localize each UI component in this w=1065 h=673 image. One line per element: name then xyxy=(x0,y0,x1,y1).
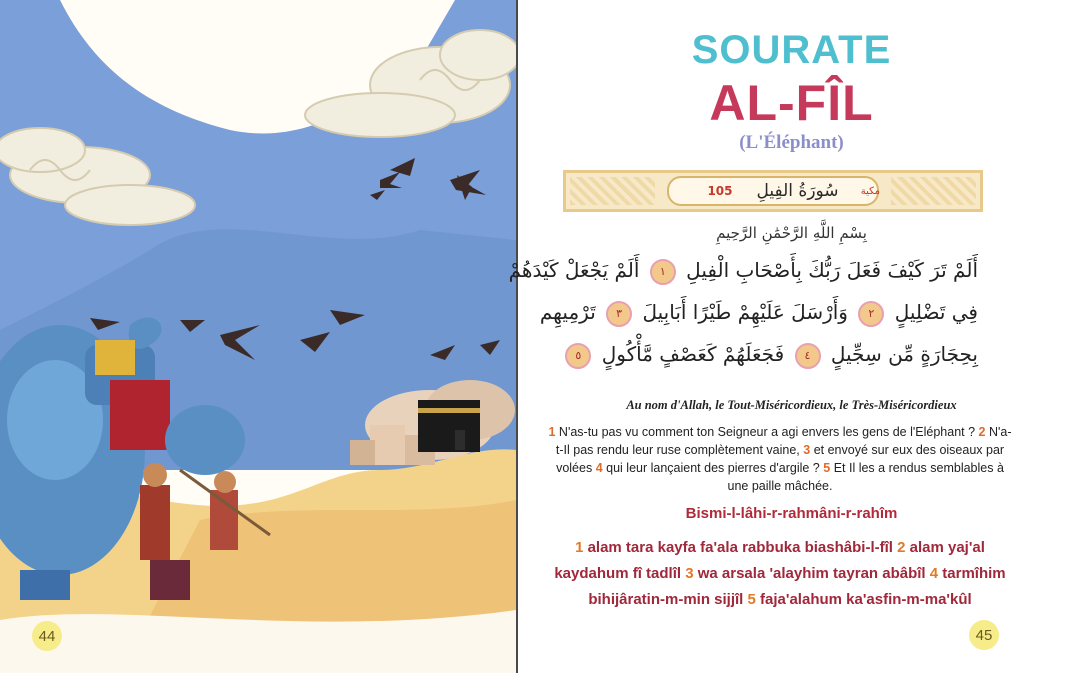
verse-text: qui leur lançaient des pierres d'argile ? xyxy=(606,461,820,475)
arabic-segment: أَلَمْ يَجْعَلْ كَيْدَهُمْ xyxy=(508,258,640,282)
arabic-segment: بِحِجَارَةٍ مِّن سِجِّيلٍ xyxy=(830,342,978,366)
translit-verse: faja'alahum ka'asfin-m-ma'kûl xyxy=(760,591,972,608)
sura-name-arabic: سُورَةُ الفِيلِ xyxy=(756,181,839,201)
french-heading: Au nom d'Allah, le Tout-Miséricordieux, le Très-Miséricordieux xyxy=(626,398,957,412)
translit-verse: wa arsala 'alayhim tayran abâbîl xyxy=(697,565,926,582)
title-sourate: SOURATE xyxy=(691,28,892,72)
revelation-label: مكية xyxy=(860,185,880,197)
arabic-line-3 xyxy=(575,342,978,369)
verse-number: 5 xyxy=(823,461,831,475)
title-elephant: (L'Éléphant) xyxy=(739,132,844,153)
right-page xyxy=(508,0,1065,673)
page-number-left: 44 xyxy=(32,621,62,651)
verse-number: 2 xyxy=(897,539,906,556)
arabic-segment: فَجَعَلَهُمْ كَعَصْفٍ مَّأْكُولٍ xyxy=(601,342,785,366)
left-page xyxy=(0,0,516,673)
sura-header-band xyxy=(563,170,983,212)
verse-number: 5 xyxy=(747,591,756,608)
translit-verse: alam tara kayfa fa'ala rabbuka biashâbi-l-fîl xyxy=(587,539,893,556)
ayah-marker: ٥ xyxy=(565,343,591,369)
verse-text: Et Il les a rendus semblables à une paille mâchée. xyxy=(727,461,1004,493)
transliteration-title: Bismi-l-lâhi-r-rahmâni-r-rahîm xyxy=(685,505,898,522)
transliteration xyxy=(543,535,1017,613)
sura-header-label xyxy=(667,176,878,206)
ayah-marker: ٤ xyxy=(795,343,821,369)
ayah-marker: ٢ xyxy=(858,301,884,327)
verse-number: 3 xyxy=(685,565,694,582)
bismillah-arabic: بِسْمِ اللَّهِ الرَّحْمَٰنِ الرَّحِيمِ xyxy=(716,224,867,242)
french-translation xyxy=(548,423,1012,495)
verse-number: 1 xyxy=(548,425,556,439)
title-al-fil: AL-FÎL xyxy=(709,75,874,131)
arabic-segment: تَرْمِيهِم xyxy=(539,300,596,324)
arabic-segment: أَلَمْ تَرَ كَيْفَ فَعَلَ رَبُّكَ بِأَصْحَابِ الْفِيلِ xyxy=(686,258,978,282)
ayah-marker: ١ xyxy=(650,259,676,285)
arabic-segment: فِي تَضْلِيلٍ xyxy=(894,300,978,324)
arabic-line-1 xyxy=(508,258,978,285)
sura-number: 105 xyxy=(707,184,733,198)
ornament-left xyxy=(570,177,655,205)
verse-text: N'as-tu pas vu comment ton Seigneur a agi envers les gens de l'Eléphant ? xyxy=(558,425,976,439)
verse-number: 1 xyxy=(575,539,584,556)
verse-number: 4 xyxy=(595,461,603,475)
verse-number: 2 xyxy=(978,425,986,439)
verse-number: 3 xyxy=(803,443,811,457)
illustration xyxy=(0,0,516,673)
page-number-right: 45 xyxy=(969,620,999,650)
ayah-marker: ٣ xyxy=(606,301,632,327)
verse-text: N'a-t-Il pas rendu leur ruse complètement vaine, xyxy=(555,425,1012,457)
translit-verse: tarmîhim bihijâratin-m-min sijjîl xyxy=(588,565,1006,608)
ornament-right xyxy=(891,177,976,205)
verse-text: et envoyé sur eux des oiseaux par volées xyxy=(556,443,1005,475)
arabic-segment: وَأَرْسَلَ عَلَيْهِمْ طَيْرًا أَبَابِيلَ xyxy=(642,300,848,324)
arabic-line-2 xyxy=(539,300,978,327)
verse-number: 4 xyxy=(929,565,939,582)
translit-verse: alam yaj'al kaydahum fî tadlîl xyxy=(554,539,985,582)
